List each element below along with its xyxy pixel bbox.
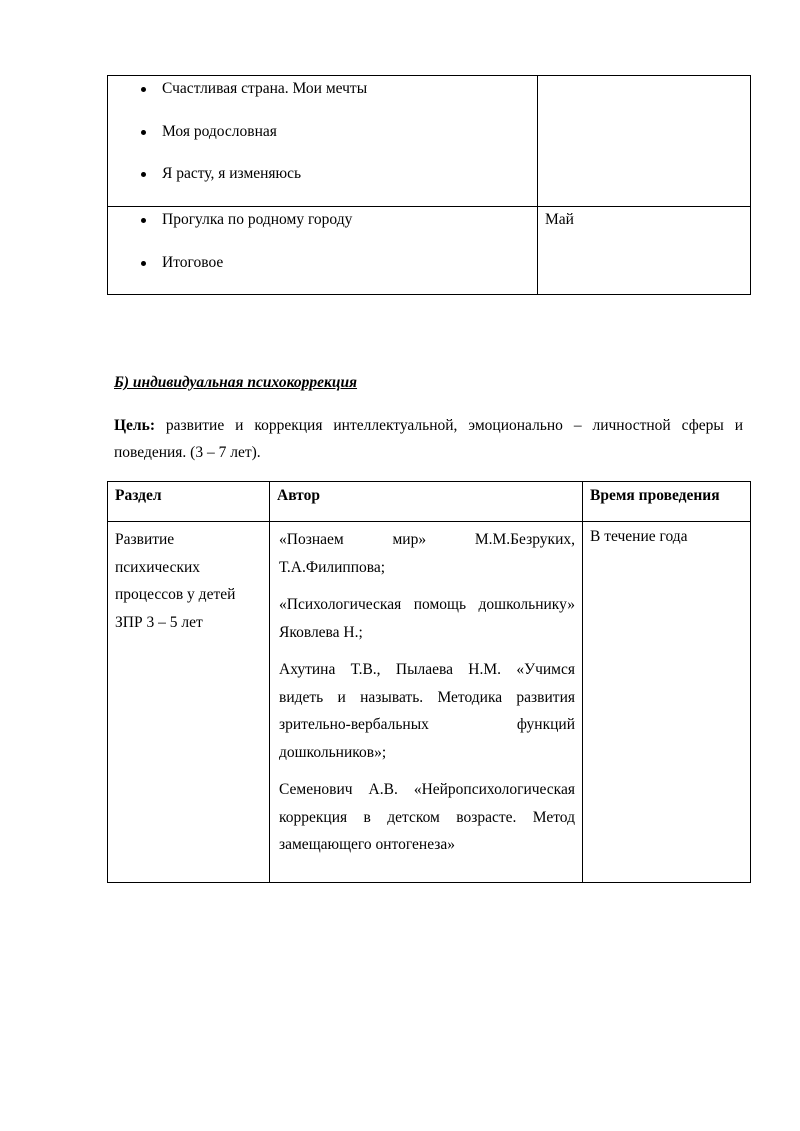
column-header-author: Автор xyxy=(270,482,583,522)
goal-text: развитие и коррекция интеллектуальной, эмоционально – личностной сферы и поведения. (3 – 7 лет). xyxy=(114,417,743,461)
time-cell: В течение года xyxy=(583,522,751,883)
goal-label: Цель: xyxy=(114,417,155,434)
goal-paragraph xyxy=(114,412,743,466)
activities-table xyxy=(107,75,751,295)
bullet-icon xyxy=(141,130,146,135)
list-item xyxy=(108,121,537,164)
bullet-icon xyxy=(141,172,146,177)
month-cell xyxy=(538,76,751,207)
list-item xyxy=(108,209,537,252)
topic-label: Прогулка по родному городу xyxy=(162,211,353,228)
topic-label: Итоговое xyxy=(162,253,224,271)
author-cell xyxy=(270,522,583,883)
section-cell: Развитие психических процессов у детей ЗПР 3 – 5 лет xyxy=(108,522,270,883)
bullet-icon xyxy=(141,261,146,266)
list-item xyxy=(108,252,537,295)
column-header-section: Раздел xyxy=(108,482,270,522)
topic-label: Счастливая страна. Мои мечты xyxy=(162,80,368,97)
topics-cell xyxy=(108,76,538,207)
author-entry: «Познаем мир» М.М.Безруких, Т.А.Филиппова; xyxy=(279,531,575,576)
bullet-icon xyxy=(141,218,146,223)
topic-label: Моя родословная xyxy=(162,122,277,140)
topics-cell xyxy=(108,207,538,295)
bullet-icon xyxy=(141,87,146,92)
month-cell: Май xyxy=(538,207,751,295)
list-item xyxy=(108,78,537,121)
column-header-time: Время проведения xyxy=(583,482,751,522)
table-row xyxy=(108,76,751,207)
author-entry: Ахутина Т.В., Пылаева Н.М. «Учимся видеть и называть. Методика развития зрительно-вербальных функций дошкольников»; xyxy=(279,661,575,761)
psychocorrection-table xyxy=(107,481,751,883)
topic-list xyxy=(108,78,537,206)
table-row xyxy=(108,522,751,883)
table-header-row xyxy=(108,482,751,522)
author-entry: Семенович А.В. «Нейропсихологическая коррекция в детском возрасте. Метод замещающего онтогенеза» xyxy=(279,781,575,853)
topic-label: Я расту, я изменяюсь xyxy=(162,165,302,182)
section-heading: Б) индивидуальная психокоррекция xyxy=(114,374,358,391)
table-row xyxy=(108,207,751,295)
topic-list xyxy=(108,209,537,294)
author-entry: «Психологическая помощь дошкольнику» Яковлева Н.; xyxy=(279,596,575,641)
list-item xyxy=(108,163,537,206)
